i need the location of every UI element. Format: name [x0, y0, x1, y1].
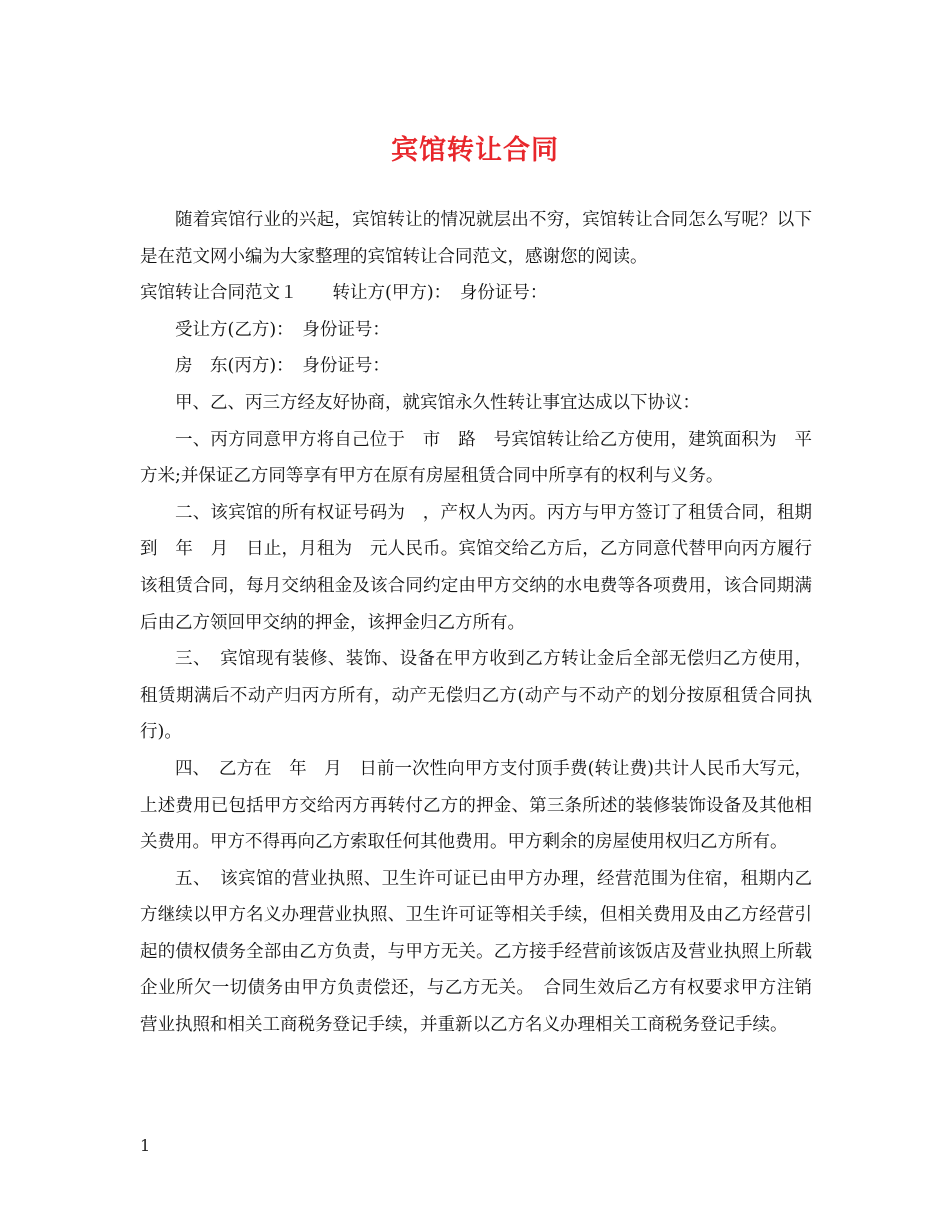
document-title: 宾馆转让合同 [391, 135, 559, 166]
clause-2: 二、该宾馆的所有权证号码为 ，产权人为丙。丙方与甲方签订了租赁合同，租期到 年 月 日止，月租为 元人民币。宾馆交给乙方后，乙方同意代替甲向丙方履行该租赁合同，每月交纳租金及该合同约定由甲方交纳的水电费等各项费用，该合同期满后由乙方领回甲交纳的押金，该押金归乙方所有。 [140, 502, 812, 633]
clause-5: 五、 该宾馆的营业执照、卫生许可证已由甲方办理，经营范围为住宿，租期内乙方继续以甲方名义办理营业执照、卫生许可证等相关手续，但相关费用及由乙方经营引起的债权债务全部由乙方负责，与甲方无关。乙方接手经营前该饭店及营业执照上所载企业所欠一切债务由甲方负责偿还，与乙方无关。 合同生效后乙方有权要求甲方注销营业执照和相关工商税务登记手续，并重新以乙方名义办理相关工商税务登记手续。 [140, 868, 812, 1036]
transferor-line: 宾馆转让合同范文１ 转让方(甲方)： 身份证号： [140, 283, 548, 304]
page-number: 1 [140, 1136, 151, 1155]
landlord-line: 房 东(丙方)： 身份证号： [175, 356, 390, 377]
document-body [140, 202, 812, 1044]
transferee-line: 受让方(乙方)： 身份证号： [175, 319, 390, 340]
agreement-intro: 甲、乙、丙三方经友好协商，就宾馆永久性转让事宜达成以下协议： [175, 392, 700, 413]
clause-1: 一、丙方同意甲方将自己位于 市 路 号宾馆转让给乙方使用，建筑面积为 平方米;并保证乙方同等享有甲方在原有房屋租赁合同中所享有的权利与义务。 [140, 429, 812, 487]
intro-paragraph: 随着宾馆行业的兴起，宾馆转让的情况就层出不穷，宾馆转让合同怎么写呢？以下是在范文网小编为大家整理的宾馆转让合同范文，感谢您的阅读。 [140, 210, 812, 267]
clause-3: 三、 宾馆现有装修、装饰、设备在甲方收到乙方转让金后全部无偿归乙方使用，租赁期满后不动产归丙方所有，动产无偿归乙方(动产与不动产的划分按原租赁合同执行)。 [140, 649, 812, 743]
clause-4: 四、 乙方在 年 月 日前一次性向甲方支付顶手费(转让费)共计人民币大写元，上述费用已包括甲方交给丙方再转付乙方的押金、第三条所述的装修装饰设备及其他相关费用。甲方不得再向乙方索取任何其他费用。甲方剩余的房屋使用权归乙方所有。 [140, 758, 812, 853]
